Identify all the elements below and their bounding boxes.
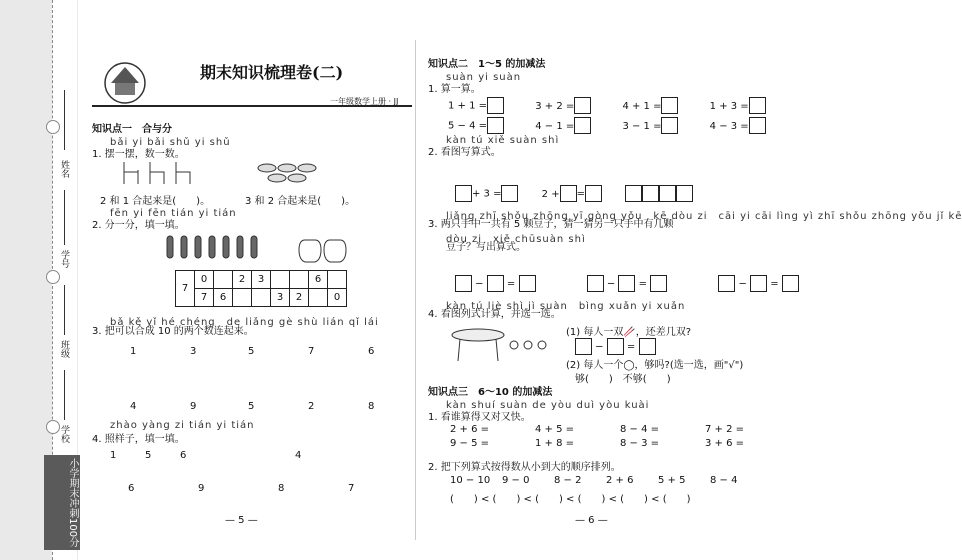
answer-box[interactable] bbox=[519, 275, 536, 292]
table-with-bowls-icon bbox=[448, 325, 558, 369]
order-item: 5 + 5 bbox=[658, 475, 686, 486]
binding-bottom-banner: 小学期末冲刺100分 bbox=[44, 455, 80, 550]
calc-item: 4 + 1 = bbox=[622, 100, 662, 112]
order-item: 8 − 4 bbox=[710, 475, 738, 486]
answer-box[interactable] bbox=[587, 275, 604, 292]
question-3: 3. 把可以合成 10 的两个数连起来。 bbox=[92, 326, 254, 337]
duck-number[interactable]: 1 bbox=[130, 346, 137, 357]
page-subtitle: 一年级数学上册 · JJ bbox=[330, 97, 399, 106]
r-q3-pinyin-2: dòu zi xiě chūsuàn shì bbox=[446, 234, 586, 245]
calc-item: 5 − 4 = bbox=[448, 120, 488, 132]
r-q5-pinyin: kàn shuí suàn de yòu duì yòu kuài bbox=[446, 400, 650, 411]
flower-number[interactable]: 5 bbox=[145, 450, 152, 461]
answer-box[interactable] bbox=[661, 97, 678, 114]
grid-cell[interactable] bbox=[309, 289, 328, 307]
q3-equations: − = − = − = bbox=[455, 275, 799, 292]
q2-equations bbox=[455, 185, 693, 202]
calc-row-2 bbox=[448, 117, 766, 134]
answer-box[interactable] bbox=[455, 185, 472, 202]
calc-item[interactable]: 3 + 6 = bbox=[705, 438, 745, 449]
page-divider bbox=[415, 40, 416, 540]
section-heading-2: 知识点二 1～5 的加减法 bbox=[428, 59, 546, 70]
answer-box[interactable] bbox=[575, 338, 592, 355]
answer-box[interactable] bbox=[676, 185, 693, 202]
answer-box[interactable] bbox=[718, 275, 735, 292]
order-item: 10 − 10 bbox=[450, 475, 491, 486]
duck-number[interactable]: 6 bbox=[368, 346, 375, 357]
grid-cell[interactable]: 3 bbox=[252, 271, 271, 289]
calc-item: 4 − 1 = bbox=[535, 120, 575, 132]
answer-box[interactable] bbox=[455, 275, 472, 292]
r-question-6: 2. 把下列算式按得数从小到大的顺序排列。 bbox=[428, 462, 621, 473]
q3-top-row bbox=[130, 340, 380, 370]
q2-pinyin: fēn yi fēn tián yi tián bbox=[110, 208, 237, 219]
duck-number[interactable]: 3 bbox=[190, 346, 197, 357]
flower-number[interactable]: 1 bbox=[110, 450, 117, 461]
q4-pinyin: zhào yàng zi tián yi tián bbox=[110, 420, 255, 431]
calc-item[interactable]: 4 + 5 = bbox=[535, 424, 575, 435]
order-items bbox=[450, 475, 737, 486]
grid-cell[interactable] bbox=[252, 289, 271, 307]
answer-box[interactable] bbox=[750, 275, 767, 292]
grid-cell[interactable] bbox=[233, 289, 252, 307]
question-2: 2. 分一分，填一填。 bbox=[92, 220, 185, 231]
answer-box[interactable] bbox=[487, 275, 504, 292]
grid-cell[interactable]: 7 bbox=[195, 289, 214, 307]
grid-cell[interactable] bbox=[290, 271, 309, 289]
answer-box[interactable] bbox=[749, 97, 766, 114]
series-logo bbox=[95, 55, 155, 105]
grid-cell[interactable]: 6 bbox=[309, 271, 328, 289]
corn-icons bbox=[165, 232, 355, 270]
answer-box[interactable] bbox=[607, 338, 624, 355]
order-item: 9 − 0 bbox=[502, 475, 530, 486]
school-label: 学校 bbox=[59, 425, 69, 443]
calc-item: 1 + 3 = bbox=[709, 100, 749, 112]
flower-number[interactable]: 6 bbox=[180, 450, 187, 461]
pot-number[interactable]: 9 bbox=[198, 483, 205, 494]
school-line bbox=[64, 370, 65, 420]
answer-box[interactable] bbox=[574, 117, 591, 134]
binding-hole bbox=[46, 120, 60, 134]
grid-cell[interactable]: 0 bbox=[195, 271, 214, 289]
q4-sub-1: (1) 每人一双🥢，还差几双? bbox=[566, 327, 692, 338]
name-label: 姓名 bbox=[59, 160, 69, 178]
page-number-left: — 5 — bbox=[225, 515, 258, 526]
q2-eq-b-eq: = bbox=[576, 188, 585, 200]
id-label: 学号 bbox=[59, 250, 69, 268]
q1-pinyin: bǎi yi bǎi shǔ yi shǔ bbox=[110, 137, 231, 148]
binding-margin bbox=[0, 0, 78, 560]
q4-sub-1-eq: − = bbox=[575, 338, 656, 355]
grid-cell[interactable] bbox=[271, 271, 290, 289]
r-question-3: 3. 两只手中一共有 5 颗豆子，猜一猜另一只手中有几颗 bbox=[428, 219, 674, 230]
answer-box[interactable] bbox=[749, 117, 766, 134]
grid-cell[interactable]: 3 bbox=[271, 289, 290, 307]
name-line bbox=[64, 90, 65, 150]
answer-box[interactable] bbox=[574, 97, 591, 114]
answer-box[interactable] bbox=[487, 97, 504, 114]
calc-item[interactable]: 2 + 6 = bbox=[450, 424, 490, 435]
duck-number[interactable]: 5 bbox=[248, 401, 255, 412]
q4-sub-2: (2) 每人一个◯，够吗?(选一选，画"√") bbox=[566, 360, 744, 371]
r-question-1: 1. 算一算。 bbox=[428, 84, 481, 95]
calc-item[interactable]: 9 − 5 = bbox=[450, 438, 490, 449]
chair-icons bbox=[120, 160, 200, 190]
grid-cell[interactable] bbox=[214, 271, 233, 289]
binding-hole bbox=[46, 270, 60, 284]
bowl-icons bbox=[255, 162, 345, 188]
question-4: 4. 照样子，填一填。 bbox=[92, 434, 185, 445]
calc-item[interactable]: 1 + 8 = bbox=[535, 438, 575, 449]
class-label: 班级 bbox=[59, 340, 69, 358]
flower-pots bbox=[100, 445, 390, 505]
calc-item: 1 + 1 = bbox=[448, 100, 488, 112]
section-heading-3: 知识点三 6～10 的加减法 bbox=[428, 387, 553, 398]
calc-item[interactable]: 8 − 3 = bbox=[620, 438, 660, 449]
duck-number[interactable]: 9 bbox=[190, 401, 197, 412]
r-q4-pinyin: kàn tú liè shì jì suàn bìng xuǎn yi xuǎn bbox=[446, 301, 686, 312]
calc-item: 4 − 3 = bbox=[709, 120, 749, 132]
r-q2-pinyin: kàn tú xiě suàn shì bbox=[446, 135, 560, 146]
split-number-grid bbox=[175, 270, 347, 307]
calc2-row-1 bbox=[450, 424, 744, 435]
grid-cell[interactable] bbox=[328, 271, 347, 289]
order-item: 2 + 6 bbox=[606, 475, 634, 486]
flower-number[interactable]: 4 bbox=[295, 450, 302, 461]
calc-item: 3 + 2 = bbox=[535, 100, 575, 112]
r-q3-pinyin: liǎng zhī shǒu zhōng yī gòng yǒu kē dòu zi cāi yi cāi lìng yì zhī shǒu zhōng yǒu jǐ kē bbox=[446, 211, 962, 222]
grid-cell[interactable]: 6 bbox=[214, 289, 233, 307]
answer-box[interactable] bbox=[650, 275, 667, 292]
q4-sub-2-choices[interactable]: 够( ) 不够( ) bbox=[575, 374, 671, 385]
page-number-right: — 6 — bbox=[575, 515, 608, 526]
page-title: 期末知识梳理卷(二) bbox=[200, 63, 344, 82]
answer-box[interactable] bbox=[661, 117, 678, 134]
r-question-4: 4. 看图列式计算，并选一选。 bbox=[428, 309, 561, 320]
answer-box[interactable] bbox=[625, 185, 642, 202]
calc-row-1 bbox=[448, 97, 766, 114]
r-question-5: 1. 看谁算得又对又快。 bbox=[428, 412, 531, 423]
q1-answer-a[interactable]: 2 和 1 合起来是( )。 bbox=[100, 196, 211, 207]
grid-cell[interactable]: 2 bbox=[233, 271, 252, 289]
pot-number[interactable]: 7 bbox=[348, 483, 355, 494]
duck-number[interactable]: 4 bbox=[130, 401, 137, 412]
calc-item[interactable]: 7 + 2 = bbox=[705, 424, 745, 435]
q2-eq-b: 2 + bbox=[541, 188, 560, 200]
order-blanks[interactable]: ( ) < ( ) < ( ) < ( ) < ( ) < ( ) bbox=[450, 494, 691, 505]
calc-item: 3 − 1 = bbox=[622, 120, 662, 132]
r-question-2: 2. 看图写算式。 bbox=[428, 147, 501, 158]
order-item: 8 − 2 bbox=[554, 475, 582, 486]
section-heading-1: 知识点一 合与分 bbox=[92, 124, 172, 135]
calc2-row-2 bbox=[450, 438, 744, 449]
answer-box[interactable] bbox=[501, 185, 518, 202]
grid-cell[interactable]: 2 bbox=[290, 289, 309, 307]
q2-eq-a: + 3 = bbox=[472, 188, 502, 200]
answer-box[interactable] bbox=[618, 275, 635, 292]
question-1: 1. 摆一摆，数一数。 bbox=[92, 149, 185, 160]
duck-number[interactable]: 8 bbox=[368, 401, 375, 412]
calc-item[interactable]: 8 − 4 = bbox=[620, 424, 660, 435]
answer-box[interactable] bbox=[659, 185, 676, 202]
duck-number[interactable]: 7 bbox=[308, 346, 315, 357]
answer-box[interactable] bbox=[487, 117, 504, 134]
id-line bbox=[64, 190, 65, 245]
answer-box[interactable] bbox=[639, 338, 656, 355]
class-line bbox=[64, 285, 65, 335]
pot-number[interactable]: 6 bbox=[128, 483, 135, 494]
r-q1-pinyin: suàn yi suàn bbox=[446, 72, 522, 83]
r-question-3b: 豆子？写出算式。 bbox=[446, 242, 526, 253]
duck-number[interactable]: 2 bbox=[308, 401, 315, 412]
answer-box[interactable] bbox=[560, 185, 577, 202]
answer-box[interactable] bbox=[782, 275, 799, 292]
grid-total: 7 bbox=[176, 271, 195, 307]
q3-pinyin: bǎ kě yǐ hé chéng de liǎng gè shù lián qǐ lái bbox=[110, 317, 379, 328]
answer-box[interactable] bbox=[642, 185, 659, 202]
q1-answer-b[interactable]: 3 和 2 合起来是( )。 bbox=[245, 196, 356, 207]
answer-box[interactable] bbox=[585, 185, 602, 202]
grid-cell[interactable]: 0 bbox=[328, 289, 347, 307]
duck-number[interactable]: 5 bbox=[248, 346, 255, 357]
pot-number[interactable]: 8 bbox=[278, 483, 285, 494]
